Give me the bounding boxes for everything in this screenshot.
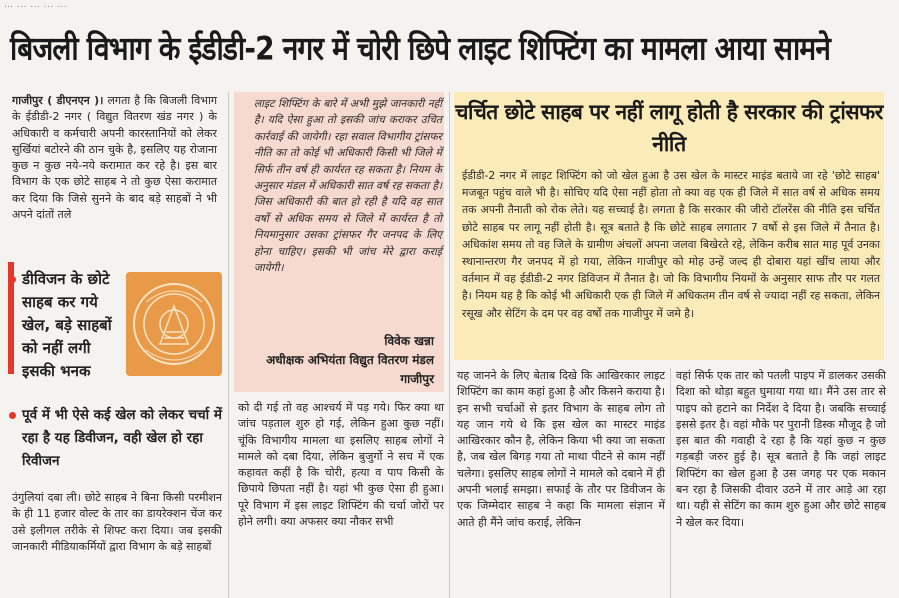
bullet-icon (9, 412, 16, 419)
highlight-item-2-text: पूर्व में भी ऐसे कई खेल को लेकर चर्चा में रहा है यह डिवीजन, वही खेल हो रहा रिवीजन (22, 407, 222, 469)
highlight-box (8, 262, 225, 482)
column-divider (670, 368, 671, 598)
column-divider (449, 92, 450, 598)
highlight-item-2 (22, 404, 222, 473)
department-emblem-icon (126, 272, 222, 376)
highlight-item-1-text: डीविजन के छोटे साहब कर गये खेल, बड़े साहबों को नहीं लगी इसकी भनक (22, 270, 112, 380)
article-column-3: यह जानने के लिए बेताब दिखे कि आखिरकार लाइट शिफ्टिंग का काम कहां हुआ है और किसने कराया है। इन सभी चर्चाओं से इतर विभाग के साहब लोग तो यह जान गये थे कि इस खेल का मास्टर माइंड आखिरकार कौन है, लेकिन किया भी क्या जा सकता है, जब खेल बिगड़ गया तो माथा पीटने से काम नहीं चलेगा। इसलिए साहब लोगों ने मामले को दबाने में ही अपनी भलाई समझा। सफाई के तौर पर डिवीजन के एक जिम्मेदार साहब ने कहा कि मामला संज्ञान में आते ही मैंने जांच कराई, लेकिन (457, 369, 665, 529)
article-column-1 (12, 93, 217, 268)
dateline: गाजीपुर ( डीएनएन )। (12, 94, 104, 107)
previous-article-strip: … ... ... ... ... (4, 0, 68, 10)
bullet-icon (9, 276, 16, 283)
column-1-text: लगता है कि बिजली विभाग के ईडीडी-2 नगर ( विद्युत वितरण खंड नगर ) के अधिकारी व कर्मचारी अपनी कारस्तानियों को लेकर सुर्खियां बटोरने की ठान चुके है, इसलिए यह रोजाना कुछ न कुछ नये-नये करामात कर रहे है। इस बार विभाग के एक छोटे साहब ने तो कुछ ऐसा करामात कर दिया कि जिसे सुनने के बाद बड़े साहबों ने भी अपने दांतों तले (12, 94, 217, 222)
quote-text: लाइट शिफ्टिंग के बारे में अभी मुझे जानकारी नहीं है। यदि ऐसा हुआ तो इसकी जांच कराकर उचित कार्रवाई की जायेगी। रहा सवाल विभागीय ट्रांसफर नीति का तो कोई भी अधिकारी किसी भी जिले में सिर्फ तीन वर्ष ही कार्यरत रह सकता है। नियम के अनुसार मंडल में अधिकारी सात वर्ष रह सकता है। जिस अधिकारी की बात हो रही है यदि वह सात वर्षो से अधिक समय से जिले में कार्यरत है तो नियमानुसार उसका ट्रांसफर गैर जनपद के लिए होना चाहिए। इसकी भी जांच मेरे द्वारा कराई जायेगी। (254, 98, 442, 275)
article-column-4: वहां सिर्फ एक तार को पतली पाइप में डालकर उसकी दिशा को थोड़ा बहुत घुमाया गया था। मैंने उस तार से पाइप को हटाने का निर्देश दे दिया है। जबकि सच्चाई इससे इतर है। वहां मौके पर पुरानी डिस्क मौजूद है जो इस बात की गवाही दे रहा है कि यहां कुछ न कुछ गड़बड़ी जरुर हुई है। सूत्र बताते है कि जहां लाइट शिफ्टिंग का खेल हुआ है उस जगह पर एक मकान बन रहा है जिसकी दीवार उठने में तार आड़े आ रहा था। यही से सेटिंग का काम शुरु हुआ और छोटे साहब ने खेल कर दिया। (676, 369, 886, 529)
sub-story-body: ईडीडी-2 नगर में लाइट शिफ्टिंग को जो खेल हुआ है उस खेल के मास्टर माइंड बताये जा रहे 'छोटे साहब' मजबूत पहुंच वाले भी है। सोचिए यदि ऐसा नहीं होता तो क्या वह एक ही जिले में सात वर्ष से अधिक समय तक अपनी तैनाती को रोक लेते। यह सच्चाई है। लगता है कि सरकार की जीरो टॉलरेंस की नीति इस चर्चित छोटे साहब पर लागू नहीं होती है। सूत्र बताते है कि छोटे साहब लगातार 7 वर्षो से इस जिले में तैनात है। अधिकांश समय तो वह जिले के ग्रामीण अंचलों अपना जलवा बिखेरते रहे, लेकिन करीब सात माह पूर्व उनका स्थानान्तरण गैर जनपद में हो गया, लेकिन गाजीपुर को मोह उन्हें जल्द ही दोबारा यहां खींच लाया और वर्तमान में वह ईडीडी-2 नगर डिविजन में तैनात है। जो कि विभागीय नियमों के अनुसार साफ तौर पर गलत है। नियम यह है कि कोई भी अधिकारी एक ही जिले में अधिकतम तीन वर्ष से ज्यादा नहीं रह सकता, लेकिन रसूख और सेटिंग के दम पर वह वर्षो तक गाजीपुर में जमे है। (462, 169, 880, 320)
article-column-1-continued: उंगुलियां दबा ली। छोटे साहब ने बिना किसी परमीशन के ही 11 हजार वोल्ट के तार का डायरेक्शन चेंज कर उसे इलीगल तरीके से शिफ्ट करा दिया। जब इसकी जानकारी मीडियाकर्मियों द्वारा विभाग के बड़े साहबों (12, 491, 222, 553)
sub-story-headline: चर्चित छोटे साहब पर नहीं लागू होती है सरकार की ट्रांसफर नीति (455, 100, 883, 156)
quote-signature (244, 332, 434, 389)
column-divider (228, 92, 229, 598)
signature-name: विवेक खन्ना (384, 334, 434, 348)
signature-title: अधीक्षक अभियंता विद्युत वितरण मंडल गाजीपुर (266, 353, 434, 386)
sub-story-box (454, 92, 884, 360)
article-column-2: को दी गई तो वह आश्चर्य में पड़ गये। फिर क्या था जांच पड़ताल शुरु हो गई, लेकिन हुआ कुछ नहीं। चूंकि विभागीय मामला था इसलिए साहब लोगों ने मामले को दबा दिया, लेकिन बुजुर्गो ने सच में एक कहावत कहीं है कि चोरी, हत्या व पाप किसी के छिपाये छिपता नहीं है। यहां भी कुछ ऐसा ही हुआ। पूरे विभाग में इस लाइट शिफ्टिंग की चर्चा जोरों पर होने लगी। क्या अफसर क्या नौकर सभी (238, 401, 444, 529)
highlight-item-1 (22, 268, 118, 383)
official-quote-box (234, 92, 444, 392)
page-headline: बिजली विभाग के ईडीडी-2 नगर में चोरी छिपे लाइट शिफ्टिंग का मामला आया सामने (10, 29, 831, 68)
